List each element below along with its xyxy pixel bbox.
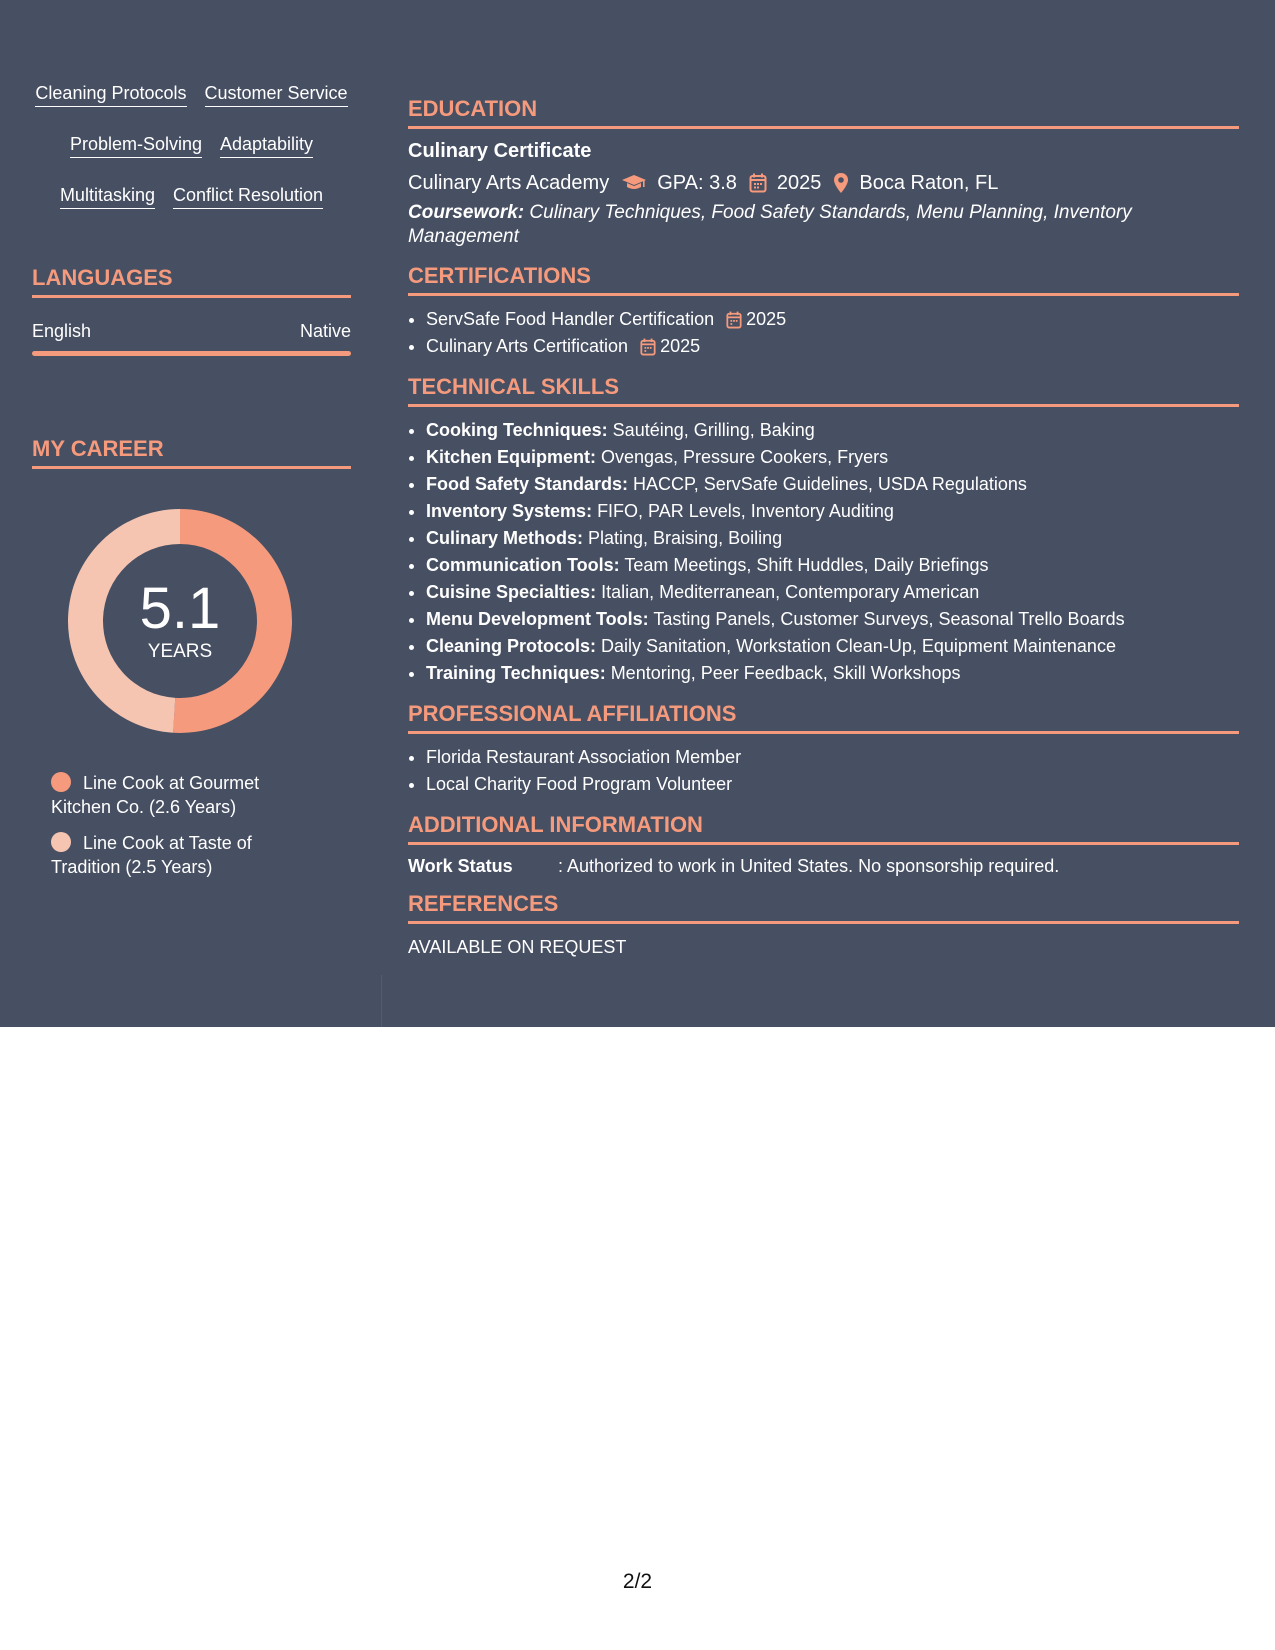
skill-category: Kitchen Equipment:: [426, 447, 596, 467]
career-total-unit: YEARS: [147, 641, 213, 662]
additional-info-heading: ADDITIONAL INFORMATION: [408, 812, 1239, 845]
certification-name: • Culinary Arts Certification: [426, 336, 629, 356]
references-heading: REFERENCES: [408, 891, 1239, 924]
soft-skills-list: [32, 82, 351, 209]
certifications-section: [408, 263, 1239, 360]
technical-skills-section: [408, 374, 1239, 687]
affiliations-heading: PROFESSIONAL AFFILIATIONS: [408, 701, 1239, 734]
education-details: [408, 171, 1239, 195]
skill-category: Food Safety Standards:: [426, 474, 629, 494]
technical-skill-item: [426, 417, 1239, 444]
skill-category: Menu Development Tools:: [426, 609, 649, 629]
skill-values: Daily Sanitation, Workstation Clean-Up, Equipment Maintenance: [596, 636, 1116, 656]
technical-skill-item: [426, 660, 1239, 687]
language-level: Native: [299, 321, 351, 341]
skill-category: Cuisine Specialties:: [426, 582, 597, 602]
skill-values: Tasting Panels, Customer Surveys, Seasonal Trello Boards: [648, 609, 1125, 629]
coursework-label: Coursework:: [408, 202, 525, 223]
certification-year: 2025: [660, 336, 701, 356]
coursework: [408, 201, 1239, 249]
legend-label: Line Cook at Taste of Tradition (2.5 Years): [51, 833, 252, 877]
references-section: [408, 891, 1239, 958]
donut-center: [66, 507, 294, 735]
career-heading: MY CAREER: [32, 436, 351, 469]
skill-values: Plating, Braising, Boiling: [583, 528, 783, 548]
graduation-cap-icon: [621, 174, 647, 192]
skill-values: Mentoring, Peer Feedback, Skill Workshops: [605, 663, 961, 683]
legend-dot-secondary: [51, 832, 71, 852]
skill-category: Inventory Systems:: [426, 501, 593, 521]
work-status-value: : Authorized to work in United States. No sponsorship required.: [558, 856, 1060, 876]
language-row: [32, 320, 351, 342]
career-legend: [51, 771, 281, 879]
degree-title: Culinary Certificate: [408, 140, 592, 162]
skill-tag: Cleaning Protocols: [35, 82, 186, 107]
location-pin-icon: [833, 172, 849, 194]
legend-label: Line Cook at Gourmet Kitchen Co. (2.6 Years): [51, 773, 260, 817]
calendar-icon: [640, 338, 656, 356]
certifications-heading: CERTIFICATIONS: [408, 263, 1239, 296]
gpa: GPA: 3.8: [657, 172, 737, 194]
skill-values: Sautéing, Grilling, Baking: [607, 420, 815, 440]
certifications-list: [408, 306, 1239, 360]
technical-skill-item: [426, 579, 1239, 606]
technical-skill-item: [426, 606, 1239, 633]
calendar-icon: [726, 311, 742, 329]
education-year: 2025: [776, 172, 822, 194]
skill-values: Ovengas, Pressure Cookers, Fryers: [596, 447, 889, 467]
career-total-years: 5.1: [139, 576, 221, 641]
skill-category: Cleaning Protocols:: [426, 636, 597, 656]
calendar-icon: [749, 173, 767, 193]
legend-item: [51, 771, 281, 819]
certification-item: [426, 306, 1239, 333]
coursework-list: Culinary Techniques, Food Safety Standards, Menu Planning, Inventory Management: [408, 202, 1132, 247]
technical-skill-item: [426, 471, 1239, 498]
career-donut-chart: [66, 507, 294, 735]
school-name: Culinary Arts Academy: [408, 172, 610, 194]
skill-tag: Customer Service: [205, 82, 348, 107]
affiliations-list: [408, 744, 1239, 798]
certification-year: 2025: [746, 309, 787, 329]
skill-values: Italian, Mediterranean, Contemporary American: [596, 582, 980, 602]
page-number: 2/2: [622, 1570, 653, 1593]
skill-category: Communication Tools:: [426, 555, 620, 575]
education-section: [408, 96, 1239, 249]
skill-tag: Conflict Resolution: [173, 184, 323, 209]
education-location: Boca Raton, FL: [859, 172, 999, 194]
references-text: AVAILABLE ON REQUEST: [408, 937, 627, 957]
skill-values: HACCP, ServSafe Guidelines, USDA Regulations: [628, 474, 1027, 494]
column-divider: [381, 975, 382, 1027]
technical-skills-list: [408, 417, 1239, 687]
skill-tag: Multitasking: [60, 184, 155, 209]
education-heading: EDUCATION: [408, 96, 1239, 129]
legend-item: [51, 831, 281, 879]
skill-values: Team Meetings, Shift Huddles, Daily Briefings: [619, 555, 989, 575]
left-column: [32, 82, 351, 891]
language-name: English: [32, 321, 92, 341]
certification-name: • ServSafe Food Handler Certification: [426, 309, 715, 329]
skill-category: Training Techniques:: [426, 663, 606, 683]
technical-skills-heading: TECHNICAL SKILLS: [408, 374, 1239, 407]
technical-skill-item: [426, 498, 1239, 525]
work-status-row: [408, 855, 1239, 877]
work-status-label: Work Status: [408, 856, 513, 876]
languages-heading: LANGUAGES: [32, 265, 351, 298]
skill-category: Cooking Techniques:: [426, 420, 608, 440]
affiliations-section: [408, 701, 1239, 798]
language-level-bar: [32, 351, 351, 356]
right-column: [408, 96, 1239, 972]
skill-category: Culinary Methods:: [426, 528, 584, 548]
technical-skill-item: [426, 444, 1239, 471]
certification-item: [426, 333, 1239, 360]
legend-dot-primary: [51, 772, 71, 792]
affiliation-item: • Florida Restaurant Association Member: [426, 744, 1239, 771]
skill-tag: Problem-Solving: [70, 133, 202, 158]
additional-info-section: [408, 812, 1239, 877]
technical-skill-item: [426, 552, 1239, 579]
affiliation-item: • Local Charity Food Program Volunteer: [426, 771, 1239, 798]
technical-skill-item: [426, 525, 1239, 552]
skill-tag: Adaptability: [220, 133, 313, 158]
skill-values: FIFO, PAR Levels, Inventory Auditing: [592, 501, 894, 521]
technical-skill-item: [426, 633, 1239, 660]
